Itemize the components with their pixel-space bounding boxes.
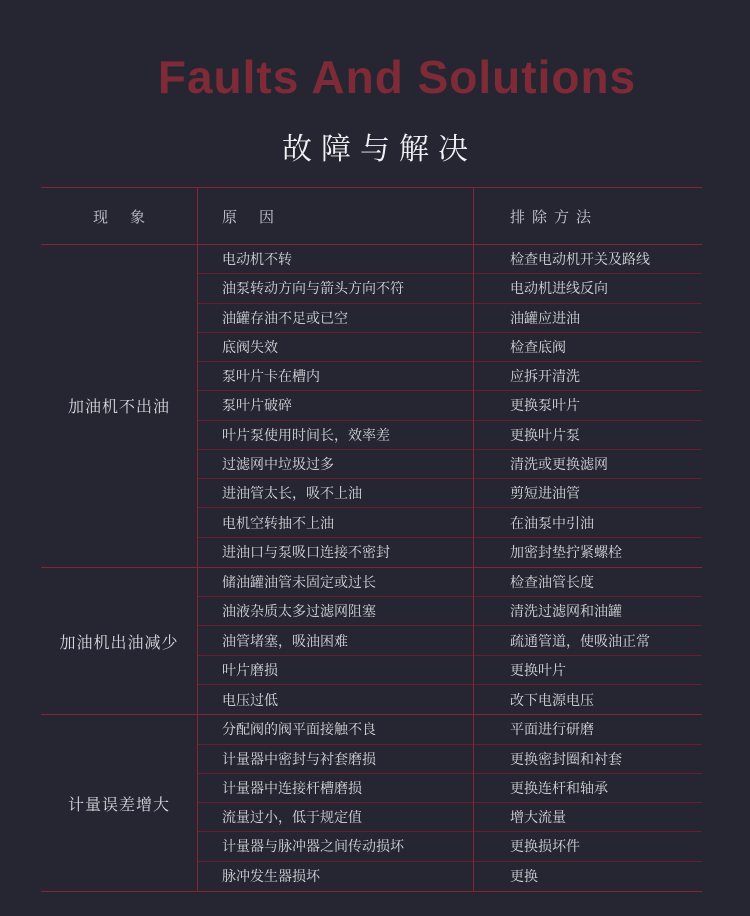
table-row: [197, 745, 702, 774]
header-cause: 原因: [222, 208, 297, 226]
solution-cell: 更换叶片泵: [510, 426, 580, 443]
solution-cell: 更换泵叶片: [510, 397, 580, 414]
table-row: [197, 450, 702, 479]
cause-cell: 泵叶片破碎: [222, 397, 292, 414]
solution-cell: 改下电源电压: [510, 691, 594, 708]
page-title-english: Faults And Solutions: [157, 51, 637, 103]
table-row: [197, 245, 702, 274]
cause-cell: 叶片泵使用时间长，效率差: [222, 426, 390, 443]
column-divider-2: [473, 188, 474, 892]
cause-cell: 电压过低: [222, 691, 278, 708]
cause-cell: 计量器与脉冲器之间传动损坏: [222, 838, 404, 855]
solution-cell: 更换密封圈和衬套: [510, 750, 622, 767]
table-row: [197, 626, 702, 655]
solution-cell: 检查油管长度: [510, 574, 594, 591]
table-row: [197, 803, 702, 832]
fault-section-less-oil: [41, 568, 702, 715]
cause-cell: 进油管太长，吸不上油: [222, 485, 362, 502]
fault-solution-table: [41, 187, 702, 892]
table-row: [197, 333, 702, 362]
solution-cell: 加密封垫拧紧螺栓: [510, 544, 622, 561]
cause-cell: 叶片磨损: [222, 661, 278, 678]
table-row: [197, 656, 702, 685]
solution-cell: 应拆开清洗: [510, 368, 580, 385]
table-row: [197, 862, 702, 891]
solution-cell: 平面进行研磨: [510, 721, 594, 738]
solution-cell: 电动机进线反向: [510, 280, 608, 297]
fault-section-no-oil: [41, 245, 702, 568]
section-rows: [197, 715, 702, 891]
cause-cell: 电动机不转: [222, 251, 292, 268]
solution-cell: 疏通管道，使吸油正常: [510, 632, 650, 649]
table-row: [197, 391, 702, 420]
cause-cell: 油管堵塞，吸油困难: [222, 632, 348, 649]
column-divider-1: [197, 188, 198, 892]
solution-cell: 更换: [510, 868, 538, 885]
solution-cell: 剪短进油管: [510, 485, 580, 502]
solution-cell: 更换叶片: [510, 661, 566, 678]
table-row: [197, 597, 702, 626]
table-row: [197, 832, 702, 861]
cause-cell: 过滤网中垃圾过多: [222, 455, 334, 472]
solution-cell: 油罐应进油: [510, 309, 580, 326]
cause-cell: 底阀失效: [222, 338, 278, 355]
cause-cell: 油泵转动方向与箭头方向不符: [222, 280, 404, 297]
section-rows: [197, 245, 702, 567]
solution-cell: 清洗过滤网和油罐: [510, 603, 622, 620]
solution-cell: 清洗或更换滤网: [510, 455, 608, 472]
cause-cell: 流量过小，低于规定值: [222, 809, 362, 826]
table-row: [197, 421, 702, 450]
cause-cell: 泵叶片卡在槽内: [222, 368, 320, 385]
cause-cell: 电机空转抽不上油: [222, 514, 334, 531]
cause-cell: 储油罐油管未固定或过长: [222, 574, 376, 591]
fault-section-metering-error: [41, 715, 702, 892]
table-row: [197, 774, 702, 803]
table-row: [197, 508, 702, 537]
solution-cell: 在油泵中引油: [510, 514, 594, 531]
cause-cell: 计量器中密封与衬套磨损: [222, 750, 376, 767]
solution-cell: 增大流量: [510, 809, 566, 826]
table-row: [197, 715, 702, 744]
table-row: [197, 362, 702, 391]
table-row: [197, 274, 702, 303]
header-solution: 排除方法: [510, 208, 599, 226]
cause-cell: 油液杂质太多过滤网阻塞: [222, 603, 376, 620]
solution-cell: 检查电动机开关及路线: [510, 251, 650, 268]
cause-cell: 脉冲发生器损坏: [222, 868, 320, 885]
phenomenon-label: 计量误差增大: [67, 796, 170, 814]
table-row: [197, 568, 702, 597]
table-row: [197, 479, 702, 508]
solution-cell: 更换连杆和轴承: [510, 779, 608, 796]
cause-cell: 油罐存油不足或已空: [222, 309, 348, 326]
table-row: [197, 685, 702, 714]
section-rows: [197, 568, 702, 714]
table-row: [197, 538, 702, 567]
header-phenomenon: 现象: [92, 208, 167, 226]
cause-cell: 分配阀的阀平面接触不良: [222, 721, 376, 738]
cause-cell: 进油口与泵吸口连接不密封: [222, 544, 390, 561]
cause-cell: 计量器中连接杆槽磨损: [222, 779, 362, 796]
phenomenon-label: 加油机出油减少: [59, 634, 179, 652]
table-header-row: [41, 188, 702, 245]
phenomenon-label: 加油机不出油: [67, 399, 170, 417]
table-row: [197, 304, 702, 333]
page-title-chinese: 故障与解决: [282, 133, 477, 166]
solution-cell: 更换损坏件: [510, 838, 580, 855]
solution-cell: 检查底阀: [510, 338, 566, 355]
